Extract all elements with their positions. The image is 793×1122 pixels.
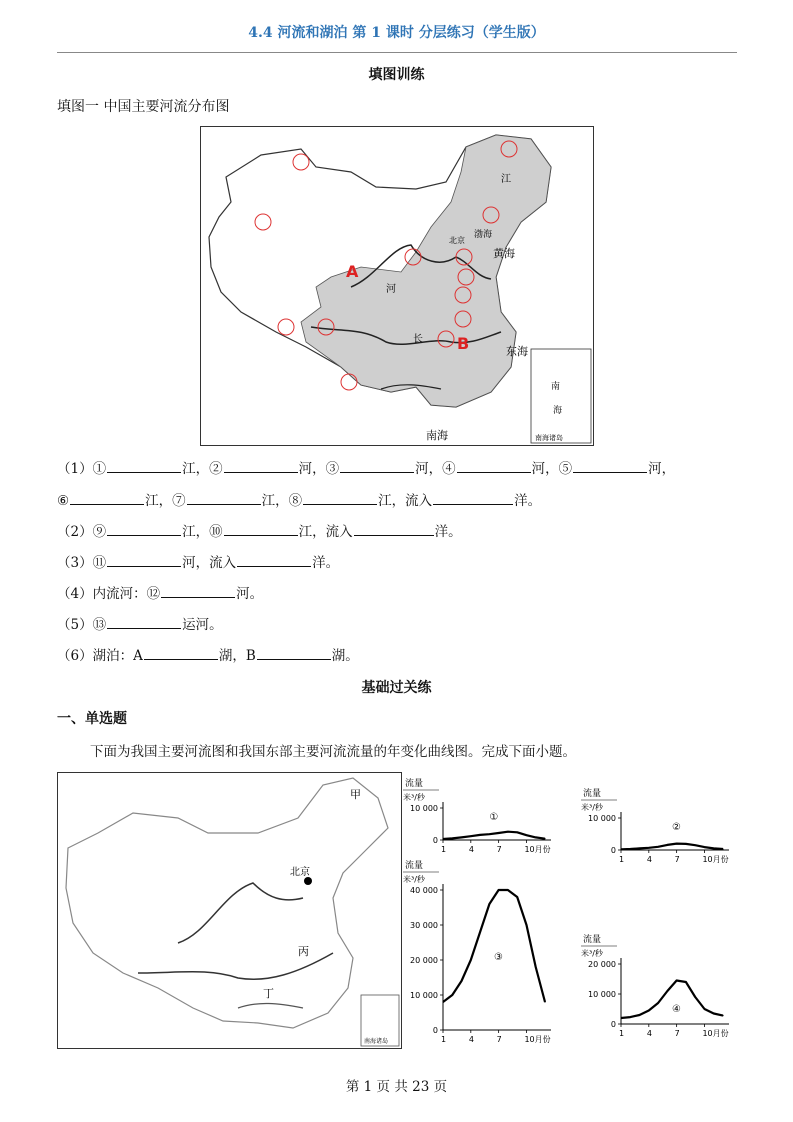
question-1-line-2 [57, 490, 541, 511]
label-bing: 丙 [298, 945, 309, 958]
question-6 [57, 645, 359, 666]
label-east-sea: 东海 [506, 345, 528, 358]
chart-2-point [685, 843, 686, 844]
chart-3-xtick-label: 7 [496, 1035, 502, 1044]
chart-2-xtick-label: 10月份 [702, 855, 729, 864]
chart-2-point [722, 848, 723, 849]
q3-blank-2[interactable] [237, 552, 311, 567]
question-2 [57, 521, 462, 542]
q2-text-1: 江，⑩ [182, 524, 223, 540]
header-divider [57, 52, 737, 53]
chart-2-ytick-label: 0 [610, 846, 616, 855]
chart-1-point [479, 834, 480, 835]
single-choice-heading: 一、单选题 [57, 711, 127, 727]
label-beijing: 北京 [449, 236, 465, 245]
label-ding: 丁 [263, 987, 274, 1000]
chart-1-ylabel: 流量 [405, 779, 424, 789]
chart-3-point [489, 903, 490, 904]
q1-blank-1[interactable] [107, 458, 181, 473]
chart-3-point [470, 959, 471, 960]
chart-4-yunit: 米³/秒 [581, 949, 603, 958]
chart-4-xtick-label: 4 [646, 1029, 652, 1038]
chart-1-ytick-label: 0 [432, 836, 438, 845]
q1-text-5: 河， [648, 461, 676, 477]
chart-1-point [526, 835, 527, 836]
chart-1-series-label: ① [489, 812, 499, 823]
document-header: 4.4 河流和湖泊 第 1 课时 分层练习（学生版） [248, 25, 545, 41]
chart-1-point [544, 838, 545, 839]
chart-2-point [639, 848, 640, 849]
chart-1-yunit: 米³/秒 [403, 793, 425, 802]
chart-4-point [657, 1002, 658, 1003]
q1-blank-5[interactable] [573, 458, 647, 473]
chart-4-xtick-label: 10月份 [702, 1029, 729, 1038]
chart-3-ylabel: 流量 [405, 861, 424, 871]
q6-blank-2[interactable] [257, 645, 331, 660]
chart-1-point [442, 838, 443, 839]
q5-prefix: （5）⑬ [57, 617, 107, 633]
q1-text-2: 河，③ [298, 461, 340, 477]
chart-1-point [470, 836, 471, 837]
chart-3-xtick-label: 10月份 [524, 1035, 551, 1044]
chart-4-series-label: ④ [672, 1004, 681, 1015]
chart-3-point [535, 966, 536, 967]
q1-text-1: 江，② [182, 461, 223, 477]
chart-4-point [630, 1017, 631, 1018]
q1b-blank-4[interactable] [433, 490, 513, 505]
chart-1-point [461, 837, 462, 838]
q3-prefix: （3）⑪ [57, 555, 107, 571]
chart-4-point [676, 980, 677, 981]
chart-4-point [639, 1014, 640, 1015]
chart-1-xtick-label: 10月份 [524, 845, 551, 854]
question-1-line-1 [57, 458, 675, 479]
chart-3-ytick-label: 30 000 [410, 921, 438, 930]
q6-text-1: 湖，B [218, 648, 256, 664]
chart-4-point [648, 1010, 649, 1011]
question-4 [57, 583, 263, 604]
section-title-basic: 基础过关练 [361, 680, 432, 696]
q2-text-2: 江，流入 [298, 524, 353, 540]
chart-3-yunit: 米³/秒 [403, 875, 425, 884]
chart-3-ytick-label: 0 [432, 1026, 438, 1035]
map1-subtitle: 填图一 中国主要河流分布图 [57, 99, 230, 115]
label-beijing-2: 北京 [290, 867, 310, 878]
circle-10 [341, 374, 357, 390]
chart-3-xtick-label: 4 [468, 1035, 474, 1044]
chart-3-point [498, 889, 499, 890]
chart-2-xtick-label: 7 [674, 855, 680, 864]
chart-4-point [685, 981, 686, 982]
chart-2-point [676, 843, 677, 844]
chart-2-point [620, 849, 621, 850]
chart-2-point [630, 848, 631, 849]
q5-blank-1[interactable] [107, 614, 181, 629]
q2-text-3: 洋。 [434, 524, 462, 540]
china-outline-2 [66, 778, 388, 1028]
chart-2-line [621, 844, 723, 850]
chart-1-point [489, 834, 490, 835]
q1-text-3: 河，④ [415, 461, 456, 477]
label-south-sea-inset-a: 南 [551, 382, 561, 392]
chart-2-point [695, 845, 696, 846]
chart-4-ytick-label: 0 [610, 1020, 616, 1029]
label-south-sea: 南海 [426, 429, 448, 442]
q3-text-1: 河，流入 [182, 555, 237, 571]
question-3 [57, 552, 339, 573]
q1b-text-1: 江，⑦ [145, 493, 186, 509]
q4-prefix: （4）内流河：⑫ [57, 586, 161, 602]
chart-3-point [526, 924, 527, 925]
q1b-text-2: 江，⑧ [261, 493, 303, 509]
chart-3-point [517, 896, 518, 897]
label-south-sea-inset-b: 海 [553, 406, 563, 416]
chart-4-point [722, 1015, 723, 1016]
beijing-dot [304, 877, 312, 885]
china-rivers-map-svg [201, 127, 593, 445]
chart-2-series-label: ② [672, 822, 681, 833]
chart-3-ytick-label: 20 000 [410, 956, 438, 965]
q1-blank-2[interactable] [224, 458, 298, 473]
chart-2-ylabel: 流量 [583, 789, 602, 799]
chart-4-ylabel: 流量 [583, 935, 602, 945]
chart-3-point [442, 1001, 443, 1002]
chart-3-point [507, 889, 508, 890]
q3-text-2: 洋。 [312, 555, 340, 571]
q1b-text-4: 洋。 [514, 493, 542, 509]
chart-1-xtick-label: 4 [468, 845, 474, 854]
river-flow-charts [403, 768, 783, 1058]
china-main-rivers-map [57, 772, 402, 1049]
chart-2-xtick-label: 4 [646, 855, 652, 864]
label-inset-2: 南海诸岛 [364, 1038, 389, 1045]
chart-3-xtick-label: 1 [441, 1035, 447, 1044]
label-bohai: 渤海 [474, 230, 493, 240]
chart-1-xtick-label: 1 [441, 845, 447, 854]
chart-2-xtick-label: 1 [619, 855, 625, 864]
chart-3-ytick-label: 10 000 [410, 991, 438, 1000]
q1b-text-3: 江，流入 [378, 493, 433, 509]
chart-3-ytick-label: 40 000 [410, 886, 438, 895]
chart-1-ytick-label: 10 000 [410, 804, 438, 813]
chart-1-point [535, 837, 536, 838]
chart-4-point [695, 996, 696, 997]
chart-4-ytick-label: 20 000 [588, 960, 616, 969]
chart-4-point [620, 1017, 621, 1018]
chart-3-series-label: ③ [494, 952, 503, 963]
label-yellow-sea: 黄海 [493, 247, 515, 260]
chart-4-ytick-label: 10 000 [588, 990, 616, 999]
chart-4-point [713, 1013, 714, 1014]
chart-1-point [517, 832, 518, 833]
china-rivers-map [200, 126, 594, 446]
label-nanhai-islands: 南海诸岛 [535, 434, 563, 442]
chart-3-point [479, 931, 480, 932]
chart-3-point [544, 1001, 545, 1002]
q1b-blank-1[interactable] [70, 490, 144, 505]
river-flow-charts-svg [403, 768, 783, 1058]
q1-text-4: 河，⑤ [531, 461, 573, 477]
chart-1-point [507, 831, 508, 832]
q2-blank-1[interactable] [107, 521, 181, 536]
chart-2-ytick-label: 10 000 [588, 814, 616, 823]
south-sea-inset [531, 349, 591, 443]
label-jia: 甲 [350, 788, 361, 801]
q2-blank-2[interactable] [224, 521, 298, 536]
chart-2-point [648, 847, 649, 848]
chart-4-xtick-label: 7 [674, 1029, 680, 1038]
chart-2-point [704, 847, 705, 848]
label-lake-a: A [346, 262, 359, 281]
q1-blank-3[interactable] [340, 458, 414, 473]
label-lake-b: B [457, 334, 470, 353]
section-title-fill-map: 填图训练 [368, 67, 425, 83]
label-yellow-river: 河 [386, 284, 396, 295]
chart-2-point [713, 848, 714, 849]
q4-blank-1[interactable] [161, 583, 235, 598]
q4-text-1: 河。 [236, 586, 264, 602]
chart-2-point [657, 846, 658, 847]
chart-3-point [461, 980, 462, 981]
q3-blank-1[interactable] [107, 552, 181, 567]
chart-1-point [452, 838, 453, 839]
q1b-prefix: ⑥ [57, 493, 70, 509]
question-intro: 下面为我国主要河流图和我国东部主要河流流量的年变化曲线图。完成下面小题。 [90, 744, 576, 760]
q1-prefix: （1）① [57, 461, 107, 477]
chart-2-yunit: 米³/秒 [581, 803, 603, 812]
chart-1-line [443, 832, 545, 839]
q6-blank-1[interactable] [144, 645, 218, 660]
label-north-river: 江 [501, 174, 511, 185]
label-changjiang: 长 [413, 334, 423, 345]
q2-prefix: （2）⑨ [57, 524, 107, 540]
legend-box [203, 377, 321, 443]
q1b-blank-3[interactable] [303, 490, 377, 505]
chart-4-xtick-label: 1 [619, 1029, 625, 1038]
page-footer: 第 1 页 共 23 页 [345, 1079, 448, 1095]
q6-text-2: 湖。 [331, 648, 359, 664]
question-5 [57, 614, 223, 635]
q2-blank-3[interactable] [354, 521, 434, 536]
china-main-rivers-map-svg [58, 773, 401, 1048]
q5-text-1: 运河。 [182, 617, 223, 633]
q1-blank-4[interactable] [457, 458, 531, 473]
q1b-blank-2[interactable] [187, 490, 261, 505]
chart-3-line [443, 890, 545, 1002]
chart-2-point [667, 844, 668, 845]
chart-1-point [498, 832, 499, 833]
chart-4-point [704, 1008, 705, 1009]
chart-3-point [452, 994, 453, 995]
chart-1-xtick-label: 7 [496, 845, 502, 854]
q6-prefix: （6）湖泊：A [57, 648, 143, 664]
chart-4-point [667, 990, 668, 991]
